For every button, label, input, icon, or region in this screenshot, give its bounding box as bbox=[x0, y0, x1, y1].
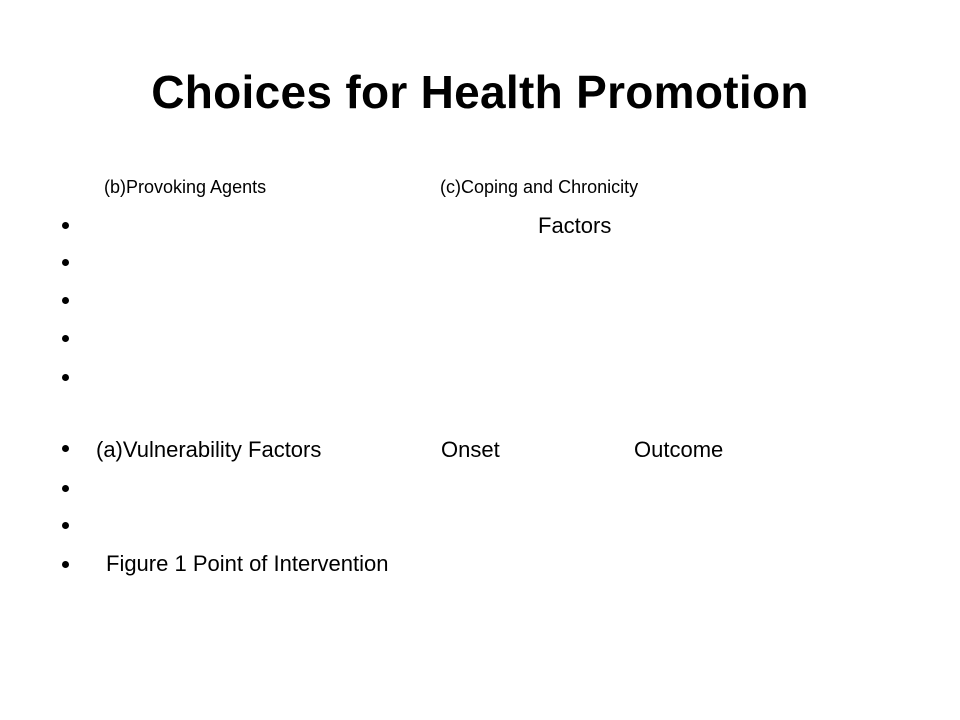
label-onset: Onset bbox=[441, 437, 500, 462]
label-coping-chronicity: (c)Coping and Chronicity bbox=[440, 177, 639, 197]
figure-caption: Figure 1 Point of Intervention bbox=[106, 551, 389, 576]
bullet-7 bbox=[62, 485, 69, 492]
label-outcome: Outcome bbox=[634, 437, 724, 462]
bullet-6 bbox=[62, 445, 69, 452]
label-provoking-agents: (b)Provoking Agents bbox=[104, 177, 267, 197]
bullet-1-text: Factors bbox=[538, 213, 612, 238]
slide-title: Choices for Health Promotion bbox=[151, 66, 809, 118]
bullet-2 bbox=[62, 259, 69, 266]
bullet-3 bbox=[62, 297, 69, 304]
bullet-4 bbox=[62, 335, 69, 342]
bullet-9 bbox=[62, 561, 69, 568]
bullet-5 bbox=[62, 374, 69, 381]
bullet-1 bbox=[62, 222, 69, 229]
label-vulnerability-factors: (a)Vulnerability Factors bbox=[96, 437, 322, 462]
bullet-8 bbox=[62, 522, 69, 529]
